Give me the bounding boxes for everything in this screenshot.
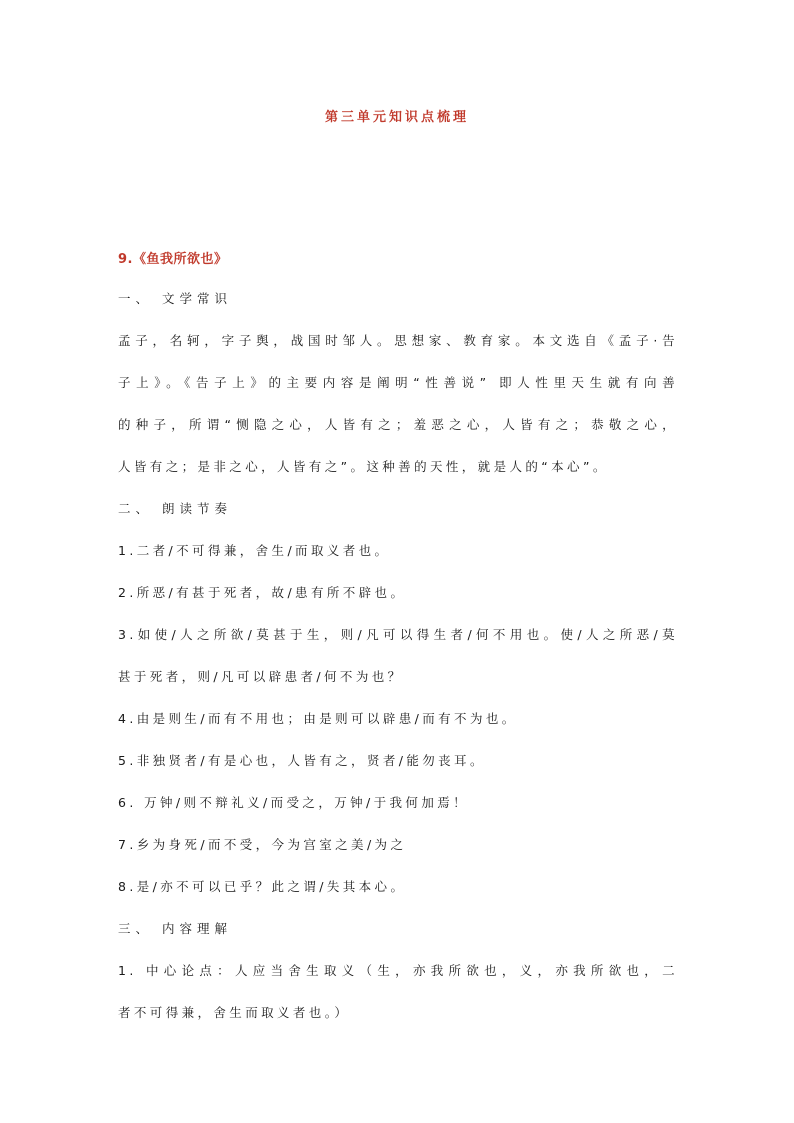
list-item: 者不可得兼，舍生而取义者也。）: [118, 1005, 351, 1020]
paragraph-line: 的种子，所谓“恻隐之心，人皆有之；羞恶之心，人皆有之；恭敬之心，: [118, 417, 678, 432]
list-item: 4.由是则生/而有不用也；由是则可以辟患/而有不为也。: [118, 711, 518, 726]
list-item: 6. 万钟/则不辩礼义/而受之，万钟/于我何加焉！: [118, 795, 470, 810]
list-item: 3.如使/人之所欲/莫甚于生，则/凡可以得生者/何不用也。使/人之所恶/莫: [118, 627, 678, 642]
paragraph-line: 子上》。《告子上》的主要内容是阐明“性善说” 即人性里天生就有向善: [118, 375, 678, 390]
list-item: 2.所恶/有甚于死者，故/患有所不辟也。: [118, 585, 407, 600]
list-item: 8.是/亦不可以已乎？此之谓/失其本心。: [118, 879, 407, 894]
section-heading-literary-knowledge: 一、 文学常识: [118, 291, 232, 306]
section-heading-content-understanding: 三、 内容理解: [118, 921, 232, 936]
section-heading-reading-rhythm: 二、 朗读节奏: [118, 501, 232, 516]
paragraph-line: 人皆有之；是非之心，人皆有之”。这种善的天性，就是人的“本心”。: [118, 459, 609, 474]
list-item: 1.二者/不可得兼，舍生/而取义者也。: [118, 543, 391, 558]
lesson-title: 9.《鱼我所欲也》: [118, 252, 228, 267]
list-item: 甚于死者，则/凡可以辟患者/何不为也？: [118, 669, 404, 684]
list-item: 1. 中心论点：人应当舍生取义（生，亦我所欲也，义，亦我所欲也，二: [118, 963, 678, 978]
list-item: 5.非独贤者/有是心也，人皆有之，贤者/能勿丧耳。: [118, 753, 486, 768]
list-item: 7.乡为身死/而不受，今为宫室之美/为之: [118, 837, 407, 852]
page-title: 第三单元知识点梳理: [324, 110, 469, 125]
paragraph-line: 孟子，名轲，字子舆，战国时邹人。思想家、教育家。本文选自《孟子·告: [118, 333, 678, 348]
